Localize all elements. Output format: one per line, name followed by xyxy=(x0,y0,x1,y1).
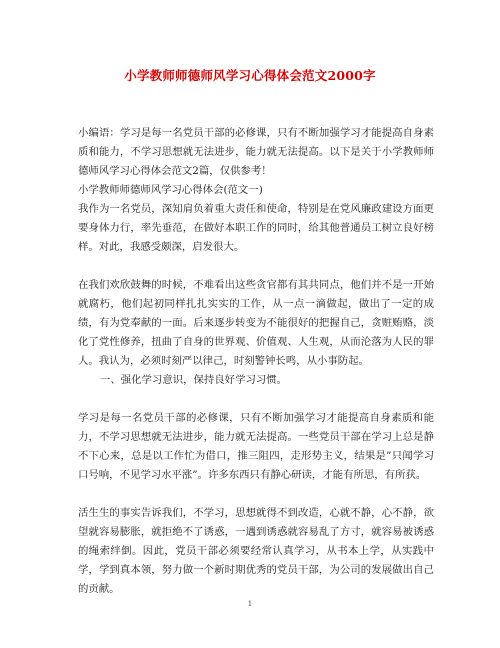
body-paragraph: 活生生的事实告诉我们，不学习，思想就得不到改造，心就不静，心不静，欲望就容易膨胀，就拒绝不了诱惑，一遇到诱惑就容易乱了方寸，就容易被诱惑的绳索绊倒。因此，党员干部必须要经常认真学习，从书本上学，从实践中学，学到真本领，努力做一个新时期优秀的党员干部，为公司的发展做出自己的贡献。 xyxy=(78,507,434,595)
subsection-heading: 一、强化学习意识，保持良好学习习惯。 xyxy=(100,374,288,386)
document-title: 小学教师师德师风学习心得体会范文2000字 xyxy=(124,68,376,83)
paragraph-gap xyxy=(78,390,434,409)
paragraph-gap xyxy=(78,485,434,504)
body-paragraph: 我作为一名党员，深知肩负着重大责任和使命，特别是在党风廉政建设方面更要身体力行，率先垂范，在做好本职工作的同时，给其他普通员工树立良好榜样。对此，我感受颇深，启发很大。 xyxy=(78,203,434,253)
paragraph-gap xyxy=(78,257,434,276)
document-body xyxy=(78,124,434,599)
section-heading: 小学教师师德师风学习心得体会(范文一) xyxy=(78,184,263,196)
intro-paragraph: 小编语：学习是每一名党员干部的必修课，只有不断加强学习才能提高自身素质和能力，不学习思想就无法进步，能力就无法提高。以下是关于小学教师师德师风学习心得体会范文2篇，仅供参考！ xyxy=(78,127,434,177)
page-number: 1 xyxy=(247,600,253,608)
body-paragraph: 学习是每一名党员干部的必修课，只有不断加强学习才能提高自身素质和能力，不学习思想就无法进步，能力就无法提高。一些党员干部在学习上总是静不下心来，总是以工作忙为借口，推三阻四，走形势主义，结果是”只闻学习口号响，不见学习水平涨”。许多东西只有静心研读，才能有所思，有所获。 xyxy=(78,412,434,481)
body-paragraph: 在我们欢欣鼓舞的时候，不难看出这些贪官都有其共同点，他们并不是一开始就腐朽，他们起初同样扎扎实实的工作，从一点一滴做起，做出了一定的成绩，有为党奉献的一面。后来逐步转变为不能很好的把握自己，贪赃贿赂，淡化了党性修养，扭曲了自身的世界观、价值观、人生观，从而沦落为人民的罪人。我认为，必须时刻严以律己，时刻警钟长鸣，从小事防起。 xyxy=(78,279,434,367)
